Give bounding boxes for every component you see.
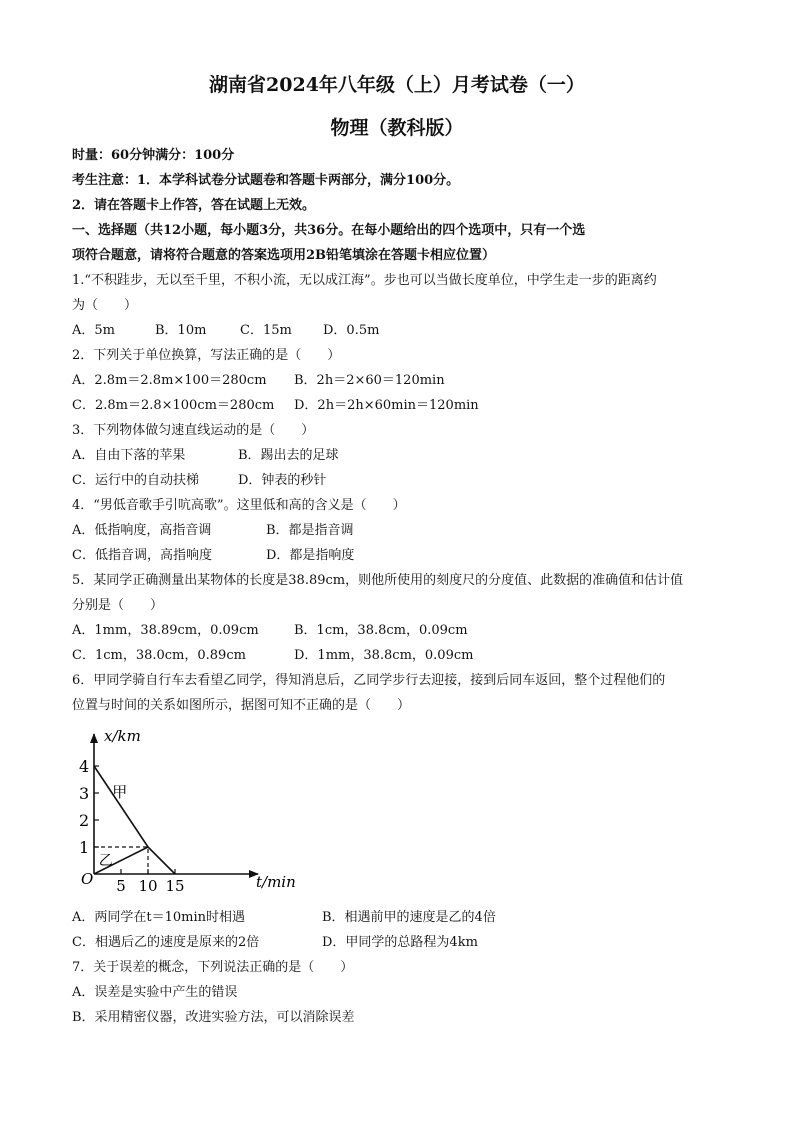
q6-option-c: C．相遇后乙的速度是原来的2倍 — [72, 935, 260, 950]
section-heading-line2: 项符合题意，请将符合题意的答案选项用2B铅笔填涂在答题卡相应位置） — [72, 248, 496, 263]
q7-option-b: B．采用精密仪器，改进实验方法，可以消除误差 — [72, 1010, 355, 1025]
series-label-jia: 甲 — [112, 783, 128, 801]
section-heading-line1: 一、选择题（共12小题，每小题3分，共36分。在每小题给出的四个选项中，只有一个选 — [72, 223, 586, 238]
q1-stem-line2: 为（ ） — [72, 298, 138, 313]
x-axis-label: t/min — [256, 873, 296, 891]
q7-option-a: A．误差是实验中产生的错误 — [72, 985, 238, 1000]
q1-option-b: B．10m — [155, 323, 207, 338]
q4-stem: 4．“男低音歌手引吭高歌”。这里低和高的含义是（ ） — [72, 498, 406, 513]
y-tick-label: 2 — [79, 811, 90, 830]
y-tick-label: 3 — [79, 784, 90, 803]
q3-option-d: D．钟表的秒针 — [238, 473, 327, 488]
exam-time-score: 时量：60分钟满分：100分 — [72, 148, 235, 163]
y-tick-label: 4 — [79, 757, 90, 776]
origin-label: O — [81, 870, 94, 888]
q1-stem-line1: 1.“不积跬步，无以至千里，不积小流，无以成江海”。步也可以当做长度单位，中学生走一步的距离约 — [72, 273, 657, 288]
q5-option-c: C．1cm，38.0cm，0.89cm — [72, 648, 246, 663]
q1-option-c: C．15m — [240, 323, 292, 338]
q6-stem-line1: 6．甲同学骑自行车去看望乙同学，得知消息后，乙同学步行去迎接，接到后同车返回，整个过程他们的 — [72, 673, 666, 688]
q2-option-c: C．2.8m＝2.8×100cm＝280cm — [72, 398, 275, 413]
q5-option-a: A．1mm，38.89cm，0.09cm — [72, 623, 259, 638]
q4-option-b: B．都是指音调 — [266, 523, 354, 538]
q3-option-c: C．运行中的自动扶梯 — [72, 473, 199, 488]
q6-option-b: B．相遇前甲的速度是乙的4倍 — [322, 910, 496, 925]
q4-option-c: C．低指音调，高指响度 — [72, 548, 212, 563]
q5-stem-line2: 分别是（ ） — [72, 598, 164, 613]
q3-stem: 3．下列物体做匀速直线运动的是（ ） — [72, 423, 315, 438]
exam-notice-1: 考生注意：1．本学科试卷分试题卷和答题卡两部分，满分100分。 — [72, 173, 460, 188]
q5-stem-line1: 5．某同学正确测量出某物体的长度是38.89cm，则他所使用的刻度尺的分度值、此数据的准确值和估计值 — [72, 573, 684, 588]
q2-option-d: D．2h＝2h×60min＝120min — [294, 398, 479, 413]
x-tick-label: 15 — [165, 877, 185, 895]
q6-option-d: D．甲同学的总路程为4km — [322, 935, 478, 950]
exam-notice-2: 2．请在答题卡上作答，答在试题上无效。 — [72, 198, 316, 213]
page-subtitle: 物理（教科版） — [330, 117, 464, 139]
q6-option-a: A．两同学在t＝10min时相遇 — [72, 910, 246, 925]
q5-option-b: B．1cm，38.8cm，0.09cm — [294, 623, 468, 638]
q2-option-a: A．2.8m＝2.8m×100＝280cm — [72, 373, 267, 388]
q2-option-b: B．2h＝2×60＝120min — [294, 373, 445, 388]
q4-option-a: A．低指响度，高指音调 — [72, 523, 212, 538]
q4-option-d: D．都是指响度 — [266, 548, 355, 563]
q1-option-d: D．0.5m — [323, 323, 380, 338]
q6-stem-line2: 位置与时间的关系如图所示，据图可知不正确的是（ ） — [72, 698, 411, 713]
q2-stem: 2．下列关于单位换算，写法正确的是（ ） — [72, 348, 341, 363]
q3-option-a: A．自由下落的苹果 — [72, 448, 186, 463]
q5-option-d: D．1mm，38.8cm，0.09cm — [294, 648, 474, 663]
series-label-yi: 乙 — [98, 853, 113, 870]
position-time-graph — [70, 722, 310, 897]
q1-option-a: A．5m — [72, 323, 115, 338]
q3-option-b: B．踢出去的足球 — [238, 448, 339, 463]
page-title: 湖南省2024年八年级（上）月考试卷（一） — [209, 74, 585, 96]
x-tick-label: 10 — [138, 877, 158, 895]
q7-stem: 7．关于误差的概念，下列说法正确的是（ ） — [72, 960, 354, 975]
y-axis-label: x/km — [104, 727, 141, 745]
x-tick-label: 5 — [116, 877, 126, 895]
y-tick-label: 1 — [79, 838, 90, 857]
